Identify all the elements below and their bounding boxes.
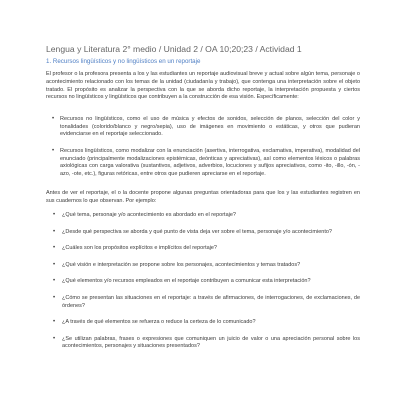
question-item: • ¿Cómo se presentan las situaciones en el reportaje: a través de afirmaciones, de interrogaciones, de exclamaciones, de órdenes? [62, 295, 360, 310]
intro-paragraph: El profesor o la profesora presenta a los y las estudiantes un reportaje audiovisual breve y actual sobre algún tema, personaje o acontecimiento relacionado con los temas de la unidad (ciudadanía y trabajo), que contenga una interpretación sobre el objeto tratado. El propósito es analizar la perspectiva con la que se aborda dicho reportaje, la interpretación propuesta y ciertos recursos no lingüísticos y lingüísticos que contribuyen a la construcción de esa visión. Específicamente: [46, 71, 360, 101]
question-item: • ¿Qué visión e interpretación se propone sobre los personajes, acontecimientos y temas tratados? [62, 262, 360, 270]
question-item: • ¿Qué elementos y/o recursos empleados en el reportaje contribuyen a comunicar esta interpretación? [62, 278, 360, 286]
resource-item-linguistic: • Recursos lingüísticos, como modalizar con la enunciación (asertiva, interrogativa, exclamativa, imperativa), modalidad del enunciado (principalmente modalizaciones epistémicas, deónticas y apreciativas), así como elementos léxicos o palabras axiológicas con carga valorativa (sustantivos, adjetivos, adverbios, locuciones y sufijos apreciativos, como -ito, -illo, -ón, -azo, -ote, etc.), figuras retóricas, entre otros que pudieren apreciarse en el reportaje. [60, 148, 360, 178]
question-item: • ¿Desde qué perspectiva se aborda y qué punto de vista deja ver sobre el tema, personaje y/o acontecimiento? [62, 229, 360, 237]
question-item: • ¿A través de qué elementos se refuerza o reduce la certeza de lo comunicado? [62, 319, 360, 327]
document-title: Lengua y Literatura 2° medio / Unidad 2 / OA 10;20;23 / Actividad 1 [46, 44, 302, 54]
section-subtitle: 1. Recursos lingüísticos y no lingüísticos en un reportaje [46, 58, 201, 65]
question-item: • ¿Qué tema, personaje y/o acontecimiento es abordado en el reportaje? [62, 212, 360, 220]
question-item: • ¿Cuáles son los propósitos explícitos e implícitos del reportaje? [62, 245, 360, 253]
resource-item-non-linguistic: • Recursos no lingüísticos, como el uso de música y efectos de sonidos, selección de planos, selección del color y tonalidades (colorido/blanco y negro/sepia), uso de imágenes en movimiento o estáticas, y otros que pudieran evidenciarse en el reportaje seleccionado. [60, 116, 360, 139]
guiding-questions-list [46, 212, 360, 351]
question-item: • ¿Se utilizan palabras, frases o expresiones que comuniquen un juicio de valor o una apreciación personal sobre los acontecimientos, personajes y situaciones presentados? [62, 336, 360, 351]
resources-list [46, 116, 360, 178]
guiding-questions-intro: Antes de ver el reportaje, el o la docente propone algunas preguntas orientadoras para que los y las estudiantes registren en sus cuadernos lo que observan. Por ejemplo: [46, 190, 360, 205]
